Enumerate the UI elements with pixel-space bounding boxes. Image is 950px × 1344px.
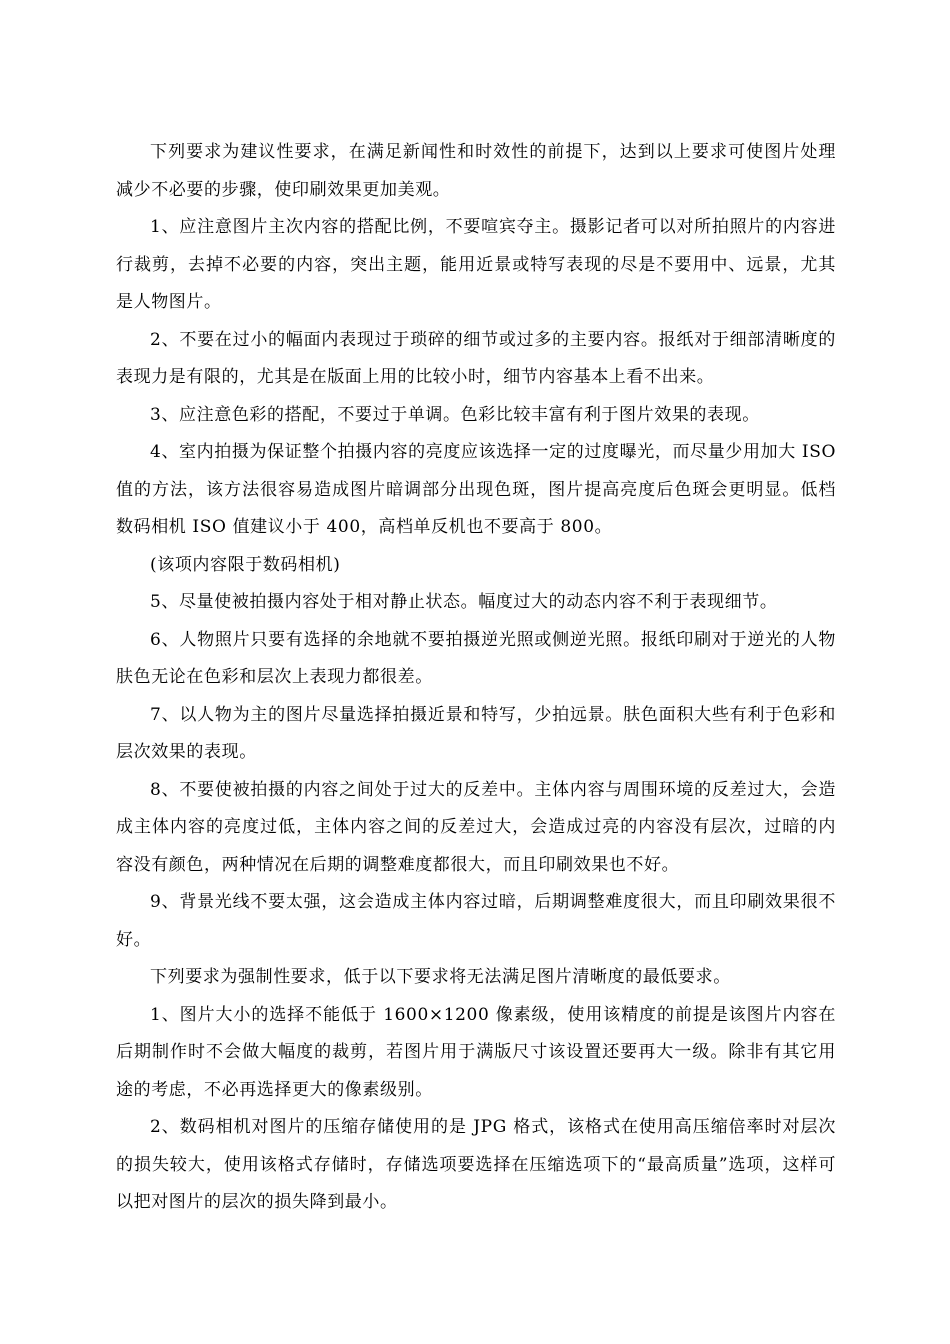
document-body [116,134,836,1222]
paragraph-advisory-9: 9、背景光线不要太强，这会造成主体内容过暗，后期调整难度很大，而且印刷效果很不好。 [116,892,836,950]
paragraph-advisory-2: 2、不要在过小的幅面内表现过于琐碎的细节或过多的主要内容。报纸对于细部清晰度的表现力是有限的，尤其是在版面上用的比较小时，细节内容基本上看不出来。 [116,329,836,387]
paragraph-intro-mandatory: 下列要求为强制性要求，低于以下要求将无法满足图片清晰度的最低要求。 [150,967,731,987]
paragraph-mandatory-1: 1、图片大小的选择不能低于 1600×1200 像素级，使用该精度的前提是该图片内容在后期制作时不会做大幅度的裁剪，若图片用于满版尺寸该设置还要再大一级。除非有其它用途的考虑，不必再选择更大的像素级别。 [116,1004,836,1100]
paragraph-advisory-5: 5、尽量使被拍摄内容处于相对静止状态。幅度过大的动态内容不利于表现细节。 [150,592,778,612]
paragraph-advisory-1: 1、应注意图片主次内容的搭配比例，不要喧宾夺主。摄影记者可以对所拍照片的内容进行裁剪，去掉不必要的内容，突出主题，能用近景或特写表现的尽是不要用中、远景，尤其是人物图片。 [116,217,836,312]
paragraph-advisory-7: 7、以人物为主的图片尽量选择拍摄近景和特写，少拍远景。肤色面积大些有利于色彩和层次效果的表现。 [116,704,836,762]
paragraph-advisory-8: 8、不要使被拍摄的内容之间处于过大的反差中。主体内容与周围环境的反差过大，会造成主体内容的亮度过低，主体内容之间的反差过大，会造成过亮的内容没有层次，过暗的内容没有颜色，两种情况在后期的调整难度都很大，而且印刷效果也不好。 [116,779,836,875]
paragraph-advisory-4-note: (该项内容限于数码相机) [150,554,341,575]
paragraph-advisory-6: 6、人物照片只要有选择的余地就不要拍摄逆光照或侧逆光照。报纸印刷对于逆光的人物肤色无论在色彩和层次上表现力都很差。 [116,629,836,687]
paragraph-mandatory-2: 2、数码相机对图片的压缩存储使用的是 JPG 格式，该格式在使用高压缩倍率时对层次的损失较大，使用该格式存储时，存储选项要选择在压缩选项下的“最高质量”选项，这样可以把对图片的层次的损失降到最小。 [116,1117,836,1212]
paragraph-intro-advisory: 下列要求为建议性要求，在满足新闻性和时效性的前提下，达到以上要求可使图片处理减少不必要的步骤，使印刷效果更加美观。 [116,142,836,200]
paragraph-advisory-3: 3、应注意色彩的搭配，不要过于单调。色彩比较丰富有利于图片效果的表现。 [150,404,760,425]
paragraph-advisory-4: 4、室内拍摄为保证整个拍摄内容的亮度应该选择一定的过度曝光，而尽量少用加大 ISO 值的方法，该方法很容易造成图片暗调部分出现色斑，图片提高亮度后色斑会更明显。低档数码相机 ISO 值建议小于 400，高档单反机也不要高于 800。 [116,442,836,537]
